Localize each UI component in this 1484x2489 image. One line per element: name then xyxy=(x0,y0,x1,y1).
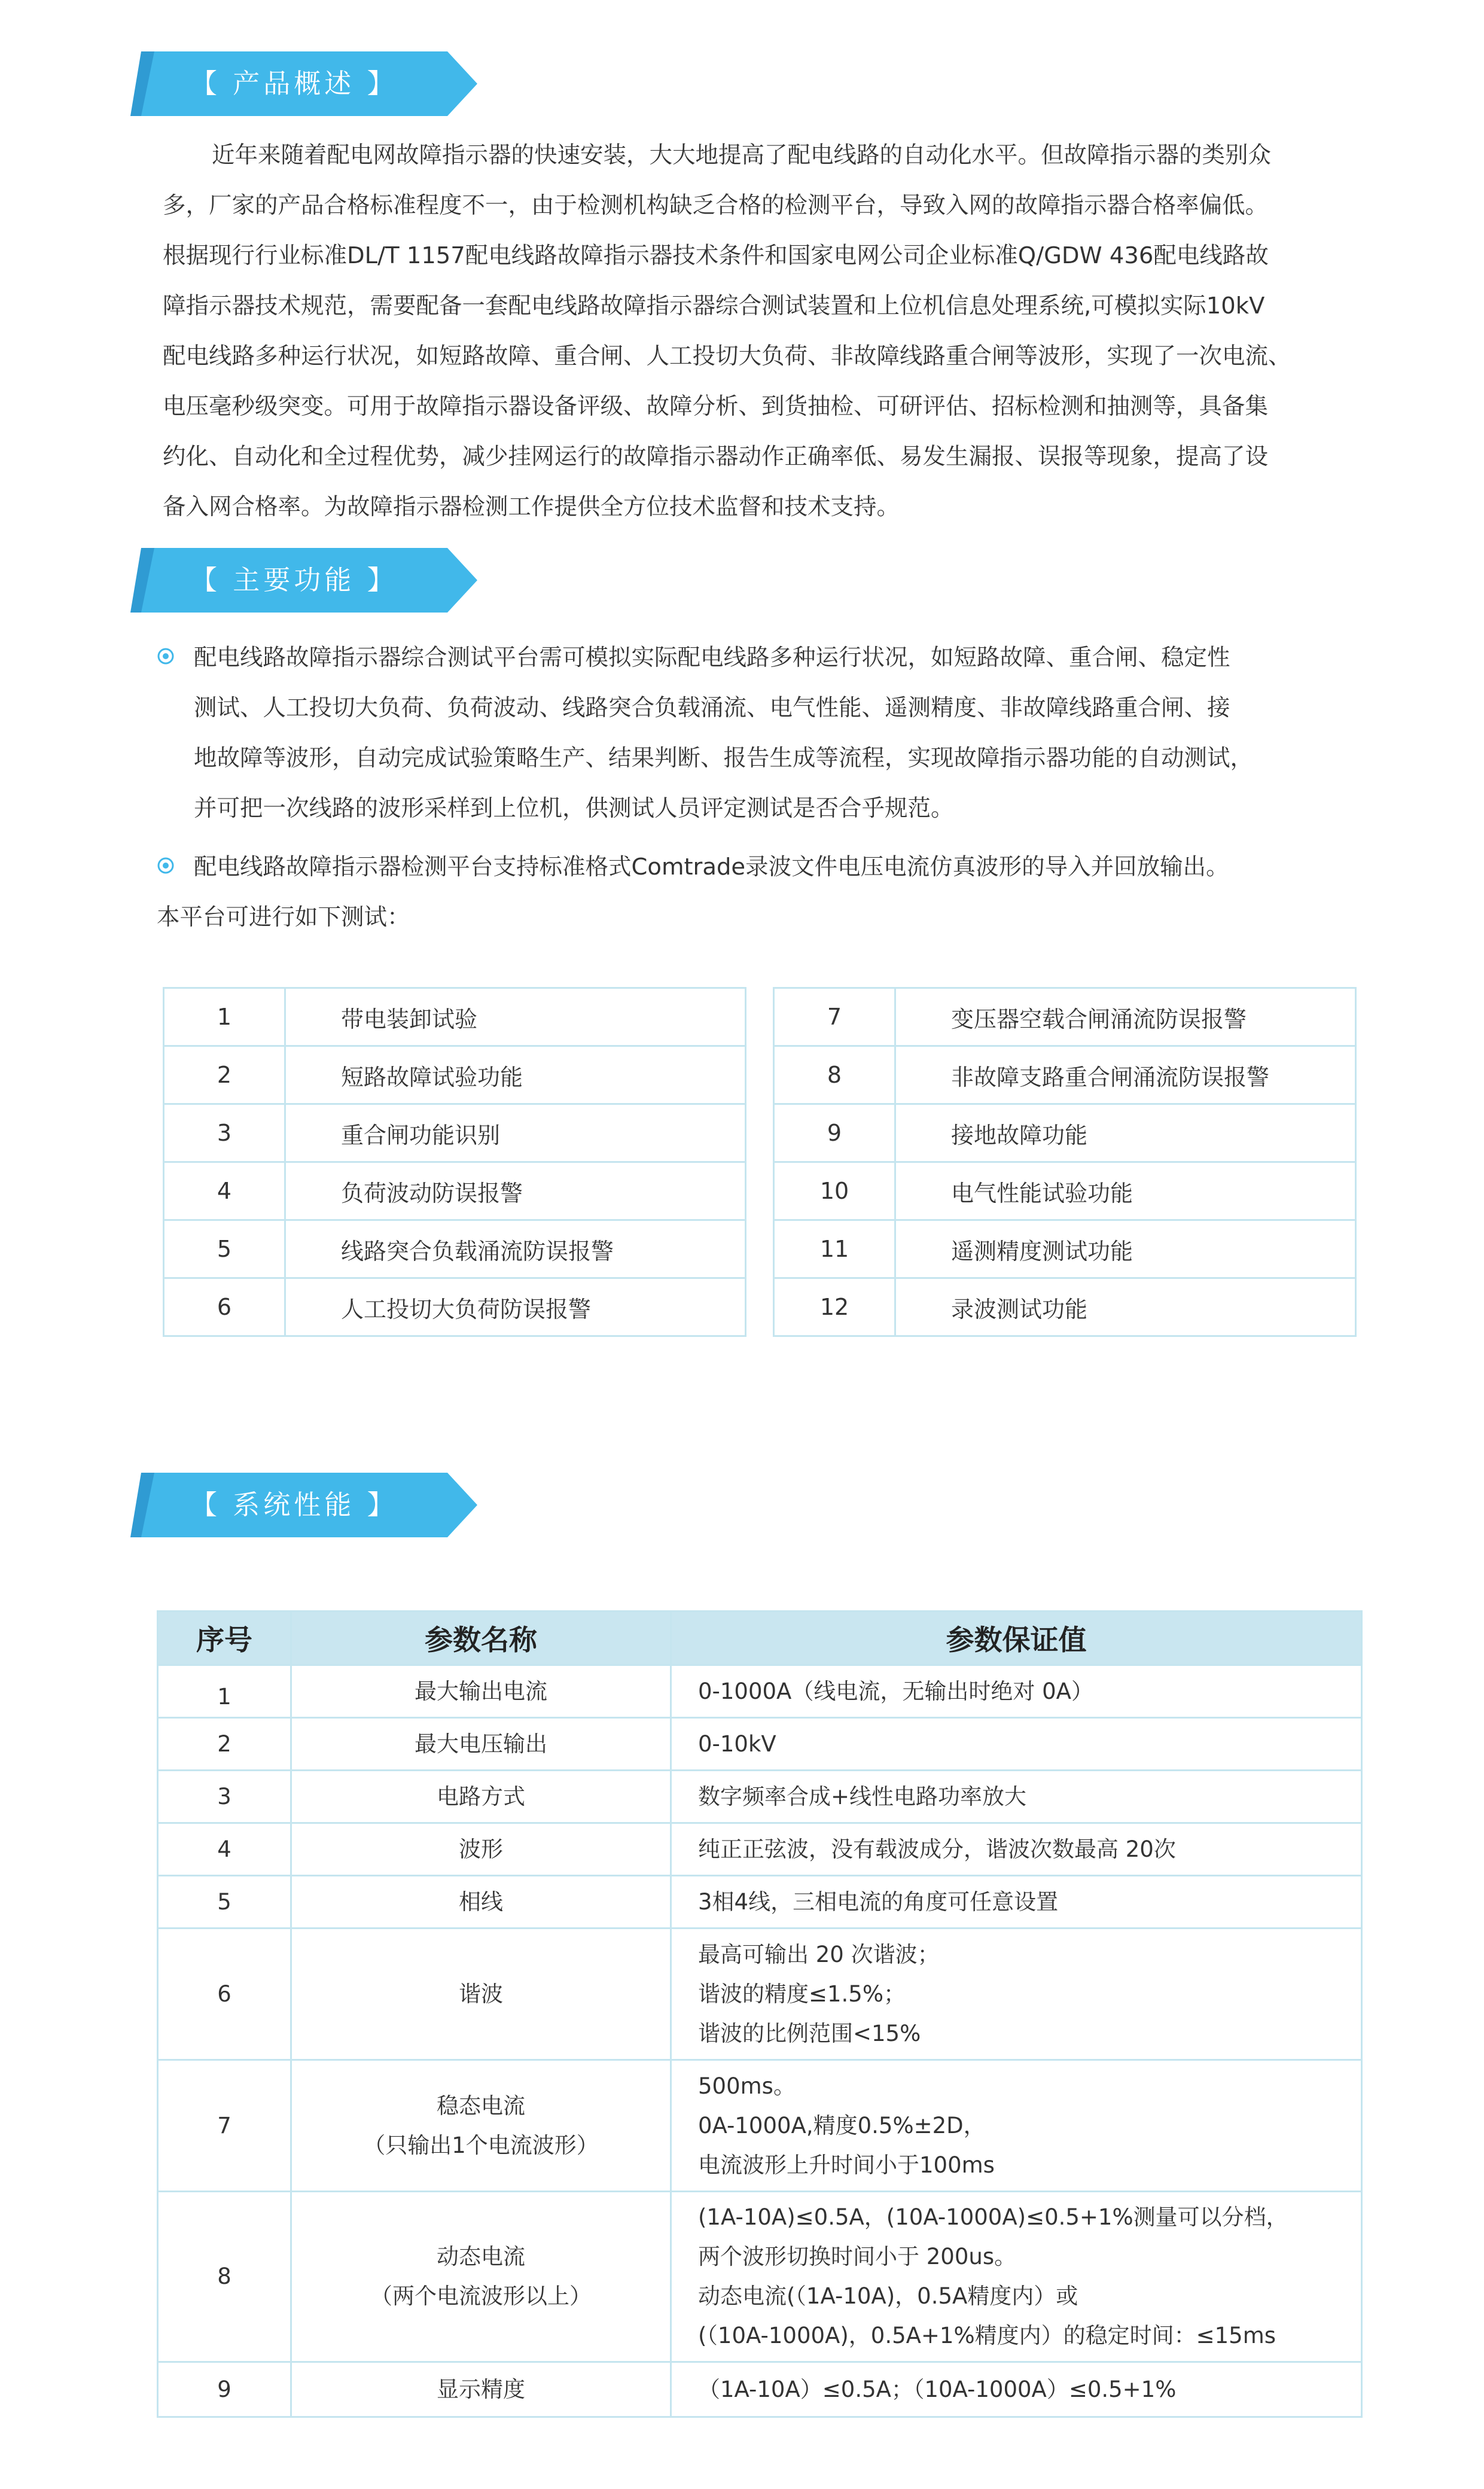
test-name: 人工投切大负荷防误报警 xyxy=(285,1278,746,1336)
table-row xyxy=(774,988,1356,1046)
test-number: 12 xyxy=(774,1278,895,1336)
row-index: 9 xyxy=(158,2362,291,2417)
test-name: 短路故障试验功能 xyxy=(285,1046,746,1104)
name-line: （只输出1个电流波形） xyxy=(363,2132,599,2158)
bullet-line: 并可把一次线路的波形采样到上位机，供测试人员评定测试是否合乎规范。 xyxy=(194,795,954,822)
value-line: （1A-10A）≤0.5A；（10A-1000A）≤0.5+1% xyxy=(698,2376,1177,2402)
section-title-performance: 【 系统性能 】 xyxy=(190,1489,398,1521)
overview-line: 多，厂家的产品合格标准程度不一，由于检测机构缺乏合格的检测平台，导致入网的故障指示器合格率偏低。 xyxy=(163,192,1269,219)
test-name: 重合闸功能识别 xyxy=(285,1104,746,1162)
section-title-functions: 【 主要功能 】 xyxy=(190,564,398,596)
row-param-value xyxy=(671,1823,1362,1876)
name-line: 谐波 xyxy=(459,1981,503,2007)
table-header-row xyxy=(158,1611,1362,1665)
row-index: 8 xyxy=(158,2192,291,2362)
table-row xyxy=(774,1046,1356,1104)
row-param-value xyxy=(671,2060,1362,2192)
name-line: 显示精度 xyxy=(437,2376,525,2402)
value-line: 两个波形切换时间小于 200us。 xyxy=(698,2244,1017,2269)
function-bullet-text: 配电线路故障指示器检测平台支持标准格式Comtrade录波文件电压电流仿真波形的导入并回放输出。 xyxy=(194,854,1229,881)
tests-table-left xyxy=(163,987,746,1337)
tests-table-right xyxy=(773,987,1357,1337)
name-line: 稳态电流 xyxy=(437,2092,525,2119)
overview-line: 根据现行行业标准DL/T 1157配电线路故障指示器技术条件和国家电网公司企业标准Q/GDW 436配电线路故 xyxy=(163,242,1269,269)
overview-line: 备入网合格率。为故障指示器检测工作提供全方位技术监督和技术支持。 xyxy=(163,493,900,520)
overview-line: 近年来随着配电网故障指示器的快速安装，大大地提高了配电线路的自动化水平。但故障指示器的类别众 xyxy=(212,142,1272,169)
name-line: 动态电流 xyxy=(437,2244,525,2269)
header-param-value: 参数保证值 xyxy=(671,1611,1362,1665)
test-number: 10 xyxy=(774,1162,895,1220)
section-banner-functions xyxy=(130,548,477,613)
test-number: 3 xyxy=(164,1104,285,1162)
row-index: 6 xyxy=(158,1929,291,2060)
bullet-line: 配电线路故障指示器综合测试平台需可模拟实际配电线路多种运行状况，如短路故障、重合闸、稳定性 xyxy=(194,644,1230,671)
bullet-circle-icon xyxy=(157,857,175,875)
row-param-name xyxy=(291,1771,671,1823)
value-line: 谐波的比例范围<15% xyxy=(698,2020,921,2046)
row-param-value xyxy=(671,1876,1362,1929)
table-row xyxy=(158,1823,1362,1876)
row-index: 7 xyxy=(158,2060,291,2192)
value-line: 数字频率合成+线性电路功率放大 xyxy=(698,1783,1027,1809)
overview-line: 约化、自动化和全过程优势，减少挂网运行的故障指示器动作正确率低、易发生漏报、误报等现象，提高了设 xyxy=(163,443,1269,470)
name-line: （两个电流波形以上） xyxy=(370,2283,592,2309)
row-param-name xyxy=(291,2362,671,2417)
table-row xyxy=(774,1278,1356,1336)
value-line: 纯正正弦波，没有载波成分，谐波次数最高 20次 xyxy=(698,1836,1176,1862)
test-name: 接地故障功能 xyxy=(895,1104,1356,1162)
value-line: 谐波的精度≤1.5%； xyxy=(698,1981,906,2007)
table-row xyxy=(158,2192,1362,2362)
value-line: 0A-1000A,精度0.5%±2D， xyxy=(698,2112,986,2138)
value-line: 最高可输出 20 次谐波； xyxy=(698,1941,940,1967)
test-name: 带电装卸试验 xyxy=(285,988,746,1046)
test-name: 录波测试功能 xyxy=(895,1278,1356,1336)
name-line: 最大电压输出 xyxy=(415,1731,547,1757)
table-row xyxy=(774,1162,1356,1220)
overview-line: 配电线路多种运行状况，如短路故障、重合闸、人工投切大负荷、非故障线路重合闸等波形，实现了一次电流、 xyxy=(163,343,1291,370)
table-row xyxy=(164,1278,746,1336)
test-number: 5 xyxy=(164,1220,285,1278)
test-number: 4 xyxy=(164,1162,285,1220)
test-number: 2 xyxy=(164,1046,285,1104)
value-line: (（10A-1000A)，0.5A+1%精度内）的稳定时间：≤15ms xyxy=(698,2323,1276,2348)
table-row xyxy=(158,1771,1362,1823)
test-name: 线路突合负载涌流防误报警 xyxy=(285,1220,746,1278)
table-row xyxy=(164,1046,746,1104)
value-line: 0-1000A（线电流，无输出时绝对 0A） xyxy=(698,1678,1093,1704)
overview-line: 电压毫秒级突变。可用于故障指示器设备评级、故障分析、到货抽检、可研评估、招标检测和抽测等，具备集 xyxy=(163,393,1269,420)
section-banner-performance xyxy=(130,1473,477,1537)
name-line: 相线 xyxy=(459,1888,503,1915)
table-row xyxy=(164,1162,746,1220)
value-line: 500ms。 xyxy=(698,2073,796,2099)
header-index: 序号 xyxy=(158,1611,291,1665)
row-index: 3 xyxy=(158,1771,291,1823)
table-row xyxy=(158,1718,1362,1771)
name-line: 电路方式 xyxy=(437,1783,525,1809)
value-line: 动态电流(（1A-10A)，0.5A精度内）或 xyxy=(698,2283,1078,2309)
row-param-value xyxy=(671,2362,1362,2417)
value-line: 电流波形上升时间小于100ms xyxy=(698,2152,995,2178)
performance-table xyxy=(157,1610,1363,2418)
row-param-value xyxy=(671,1929,1362,2060)
overview-paragraph xyxy=(163,130,1365,532)
test-number: 9 xyxy=(774,1104,895,1162)
row-param-name xyxy=(291,1929,671,2060)
bullet-circle-icon xyxy=(157,647,175,665)
section-banner-overview xyxy=(130,51,477,116)
row-index: 5 xyxy=(158,1876,291,1929)
function-bullet-text xyxy=(194,633,1366,834)
row-param-value xyxy=(671,1718,1362,1771)
row-param-value xyxy=(671,1665,1362,1718)
test-number: 8 xyxy=(774,1046,895,1104)
table-row xyxy=(774,1104,1356,1162)
test-number: 11 xyxy=(774,1220,895,1278)
value-line: 3相4线，三相电流的角度可任意设置 xyxy=(698,1888,1059,1915)
tests-intro: 本平台可进行如下测试： xyxy=(157,904,410,931)
test-name: 负荷波动防误报警 xyxy=(285,1162,746,1220)
name-line: 最大输出电流 xyxy=(415,1678,547,1704)
row-param-name xyxy=(291,1665,671,1718)
row-param-name xyxy=(291,1718,671,1771)
row-param-value xyxy=(671,1771,1362,1823)
table-row xyxy=(774,1220,1356,1278)
value-line: 0-10kV xyxy=(698,1731,776,1757)
row-param-value xyxy=(671,2192,1362,2362)
overview-line: 障指示器技术规范，需要配备一套配电线路故障指示器综合测试装置和上位机信息处理系统,可模拟实际10kV xyxy=(163,293,1265,319)
table-row xyxy=(164,1220,746,1278)
test-name: 变压器空载合闸涌流防误报警 xyxy=(895,988,1356,1046)
name-line: 波形 xyxy=(459,1836,503,1862)
row-index xyxy=(158,1665,291,1718)
value-line: (1A-10A)≤0.5A，(10A-1000A)≤0.5+1%测量可以分档， xyxy=(698,2204,1288,2230)
test-number: 6 xyxy=(164,1278,285,1336)
index-text: 1 xyxy=(217,1684,231,1710)
section-title-overview: 【 产品概述 】 xyxy=(190,68,398,99)
row-index: 2 xyxy=(158,1718,291,1771)
test-name: 遥测精度测试功能 xyxy=(895,1220,1356,1278)
test-number: 7 xyxy=(774,988,895,1046)
test-name: 电气性能试验功能 xyxy=(895,1162,1356,1220)
row-param-name xyxy=(291,2192,671,2362)
row-param-name xyxy=(291,1876,671,1929)
bullet-line: 测试、人工投切大负荷、负荷波动、线路突合负载涌流、电气性能、遥测精度、非故障线路重合闸、接 xyxy=(194,694,1230,721)
table-row xyxy=(158,1876,1362,1929)
row-param-name xyxy=(291,2060,671,2192)
test-name: 非故障支路重合闸涌流防误报警 xyxy=(895,1046,1356,1104)
header-param-name: 参数名称 xyxy=(291,1611,671,1665)
row-index: 4 xyxy=(158,1823,291,1876)
table-row xyxy=(158,1665,1362,1718)
table-row xyxy=(164,1104,746,1162)
table-row xyxy=(164,988,746,1046)
row-param-name xyxy=(291,1823,671,1876)
table-row xyxy=(158,1929,1362,2060)
test-number: 1 xyxy=(164,988,285,1046)
bullet-line: 地故障等波形，自动完成试验策略生产、结果判断、报告生成等流程，实现故障指示器功能的自动测试， xyxy=(194,745,1254,772)
table-row xyxy=(158,2060,1362,2192)
table-row xyxy=(158,2362,1362,2417)
